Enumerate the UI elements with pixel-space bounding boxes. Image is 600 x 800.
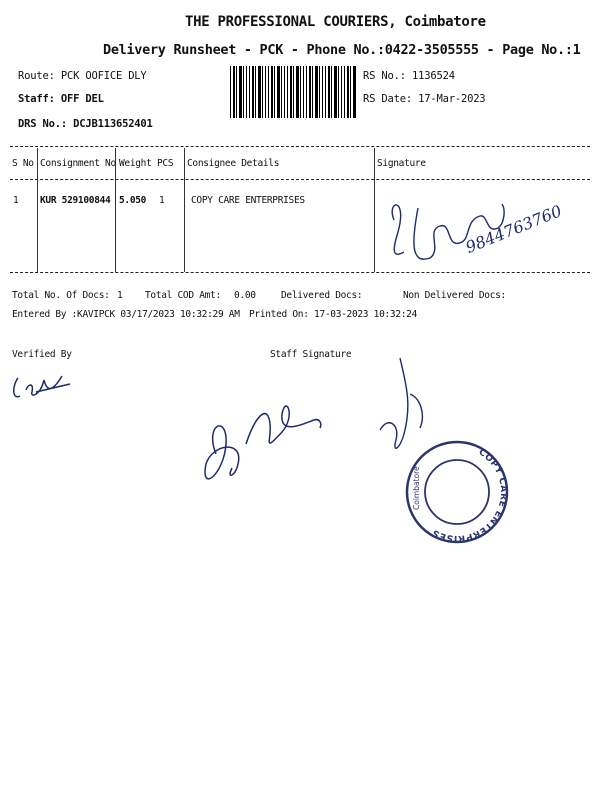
route-label: Route: PCK OOFICE DLY <box>18 70 147 82</box>
cell-pcs: 1 <box>159 195 165 206</box>
stamp-top-text: COPY CARE ENTERPRISES <box>430 447 509 544</box>
col-divider <box>37 148 38 272</box>
company-title: THE PROFESSIONAL COURIERS, Coimbatore <box>185 14 486 30</box>
col-header-pcs: PCS <box>157 158 174 169</box>
verifier-initials <box>10 366 80 406</box>
verified-by-label: Verified By <box>12 349 72 360</box>
col-header-consignee: Consignee Details <box>187 158 280 169</box>
printed-on: Printed On: 17-03-2023 10:32:24 <box>249 309 418 320</box>
staff-signature-label: Staff Signature <box>270 349 352 360</box>
col-divider <box>184 148 185 272</box>
col-header-sno: S No <box>12 158 34 169</box>
delivered-label: Delivered Docs: <box>281 290 363 301</box>
cod-label: Total COD Amt: <box>145 290 221 301</box>
barcode <box>230 66 356 118</box>
non-delivered-label: Non Delivered Docs: <box>403 290 506 301</box>
col-header-signature: Signature <box>377 158 426 169</box>
table-header-rule <box>10 179 590 180</box>
cell-sno: 1 <box>13 195 19 206</box>
cell-weight: 5.050 <box>119 195 147 206</box>
entered-by: Entered By :KAVIPCK 03/17/2023 10:32:29 AM <box>12 309 240 320</box>
cell-consignee: COPY CARE ENTERPRISES <box>191 195 305 206</box>
stamp-side-text: Coimbatore <box>412 466 421 510</box>
company-stamp <box>405 406 509 596</box>
cell-consignment: KUR 529100844 <box>40 195 111 206</box>
col-header-consignment: Consignment No <box>40 158 116 169</box>
total-docs-value: 1 <box>117 290 123 301</box>
rs-date: RS Date: 17-Mar-2023 <box>363 93 486 105</box>
cod-value: 0.00 <box>234 290 256 301</box>
col-divider <box>374 148 375 272</box>
table-top-rule <box>10 146 590 147</box>
staff-label: Staff: OFF DEL <box>18 93 104 105</box>
total-docs-label: Total No. Of Docs: <box>12 290 110 301</box>
staff-signature <box>186 384 336 509</box>
handwritten-phone-text: 9844763760 <box>462 201 565 257</box>
runsheet-title: Delivery Runsheet - PCK - Phone No.:0422-3505555 - Page No.:1 <box>103 42 581 58</box>
rs-number: RS No.: 1136524 <box>363 70 455 82</box>
col-header-weight: Weight <box>119 158 152 169</box>
drs-number: DRS No.: DCJB113652401 <box>18 118 153 130</box>
